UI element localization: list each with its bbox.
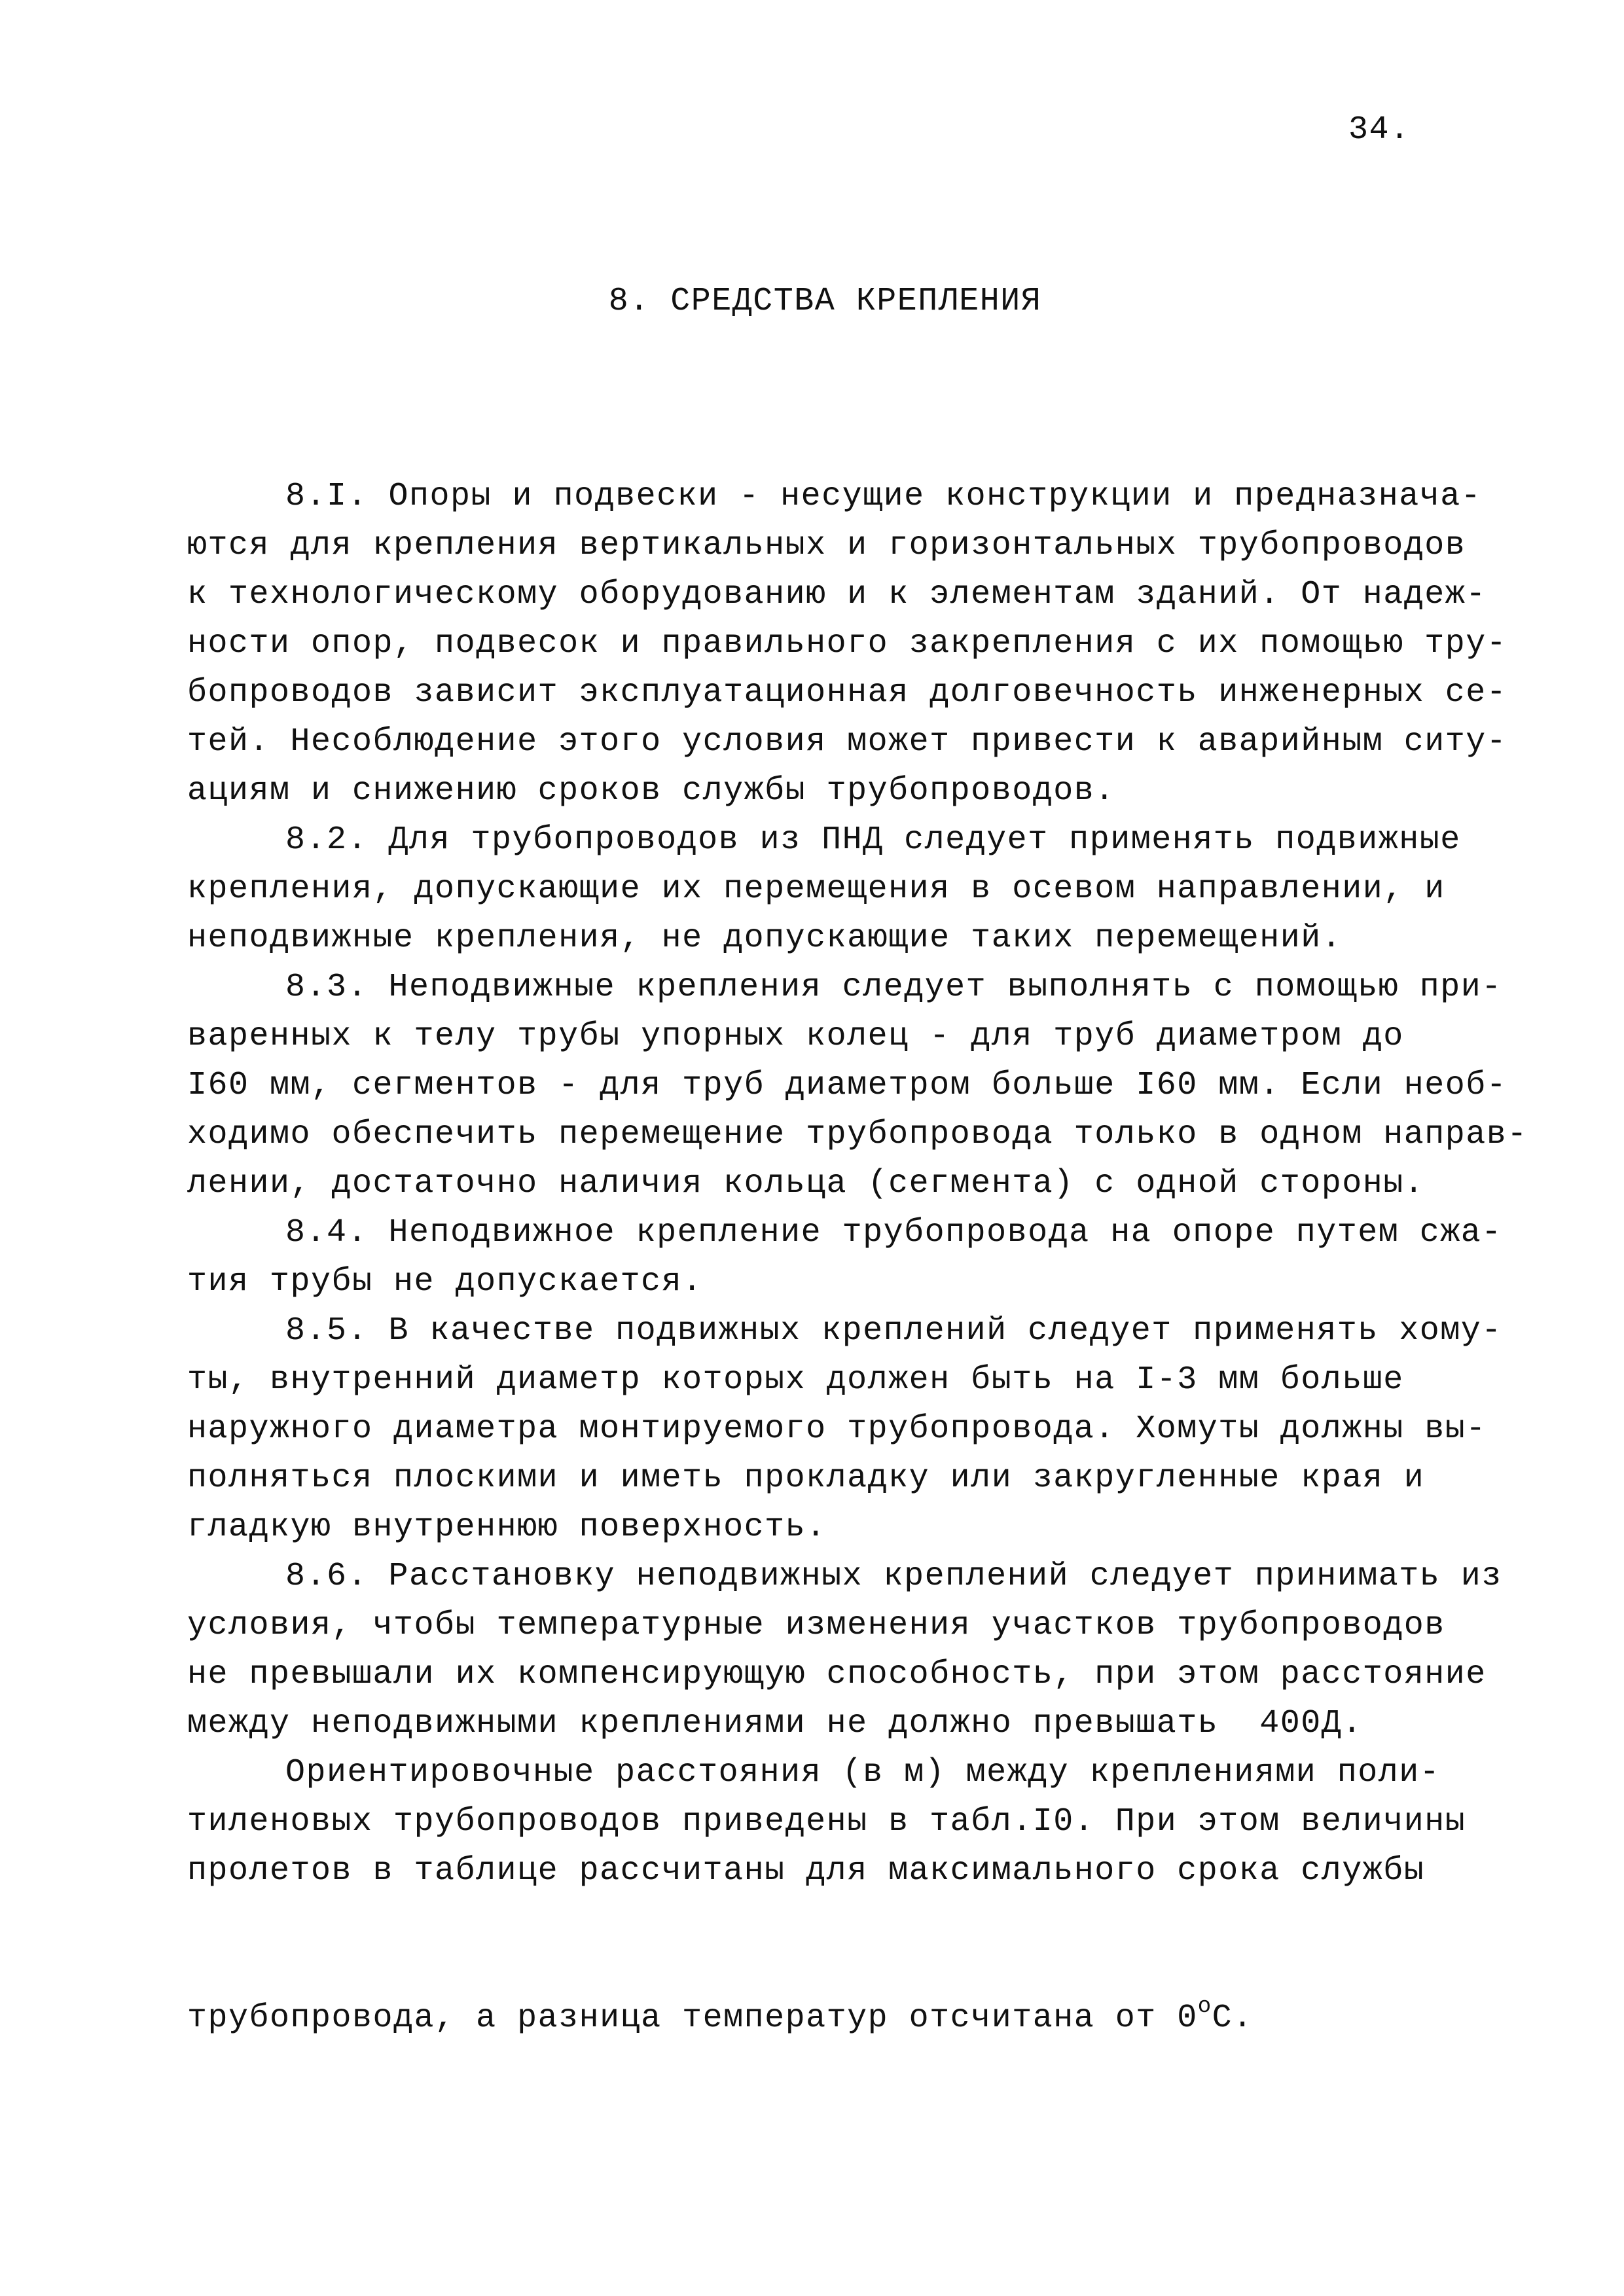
text-line: между неподвижными креплениями не должно превышать 400Д. <box>187 1705 1363 1742</box>
text-line: к технологическому оборудованию и к элементам зданий. От надеж- <box>187 576 1487 613</box>
text-line: ются для крепления вертикальных и горизонтальных трубопроводов <box>187 527 1466 564</box>
text-line: крепления, допускающие их перемещения в осевом направлении, и <box>187 870 1445 908</box>
page-number: 34. <box>1348 111 1411 149</box>
degree-superscript: о <box>1197 1994 1212 2019</box>
text-line: 8.I. Опоры и подвески - несущие конструкции и предназнача- <box>285 478 1482 515</box>
text-line: условия, чтобы температурные изменения участков трубопроводов <box>187 1607 1445 1644</box>
text-line: ности опор, подвесок и правильного закрепления с их помощью тру- <box>187 625 1507 662</box>
text-line: тия трубы не допускается. <box>187 1263 703 1300</box>
text-line: наружного диаметра монтируемого трубопровода. Хомуты должны вы- <box>187 1410 1487 1448</box>
text-line: неподвижные крепления, не допускающие таких перемещений. <box>187 920 1343 957</box>
text-line: 8.4. Неподвижное крепление трубопровода на опоре путем сжа- <box>285 1214 1502 1251</box>
text-line: тиленовых трубопроводов приведены в табл.I0. При этом величины <box>187 1803 1466 1840</box>
body-text <box>187 374 1528 2092</box>
text-line: ациям и снижению сроков службы трубопроводов. <box>187 772 1115 810</box>
text-line: ты, внутренний диаметр которых должен быть на I-3 мм больше <box>187 1361 1404 1399</box>
text-line: тей. Несоблюдение этого условия может привести к аварийным ситу- <box>187 723 1507 761</box>
paragraph-lines <box>187 472 1528 1895</box>
text-line: пролетов в таблице рассчитаны для максимального срока службы <box>187 1852 1425 1890</box>
section-title: 8. СРЕДСТВА КРЕПЛЕНИЯ <box>608 283 1042 320</box>
text-line: бопроводов зависит эксплуатационная долговечность инженерных се- <box>187 674 1507 711</box>
text-line-segment: трубопровода, а разница температур отсчитана от 0 <box>187 2000 1198 2037</box>
text-line-last <box>187 1994 1528 2043</box>
text-line: 8.6. Расстановку неподвижных креплений следует принимать из <box>285 1558 1502 1595</box>
text-line: 8.3. Неподвижные крепления следует выполнять с помощью при- <box>285 969 1502 1006</box>
text-line: Ориентировочные расстояния (в м) между креплениями поли- <box>285 1754 1441 1791</box>
text-line: I60 мм, сегментов - для труб диаметром больше I60 мм. Если необ- <box>187 1067 1507 1104</box>
text-line: гладкую внутреннюю поверхность. <box>187 1509 827 1546</box>
text-line: лении, достаточно наличия кольца (сегмента) с одной стороны. <box>187 1165 1425 1202</box>
text-line: 8.5. В качестве подвижных креплений следует применять хому- <box>285 1312 1502 1350</box>
text-line: варенных к телу трубы упорных колец - для труб диаметром до <box>187 1018 1404 1055</box>
text-line: не превышали их компенсирующую способность, при этом расстояние <box>187 1656 1487 1693</box>
text-line: полняться плоскими и иметь прокладку или закругленные края и <box>187 1460 1425 1497</box>
text-line: ходимо обеспечить перемещение трубопровода только в одном направ- <box>187 1116 1528 1153</box>
text-line: 8.2. Для трубопроводов из ПНД следует применять подвижные <box>285 821 1461 859</box>
text-line-tail: С. <box>1212 2000 1254 2037</box>
